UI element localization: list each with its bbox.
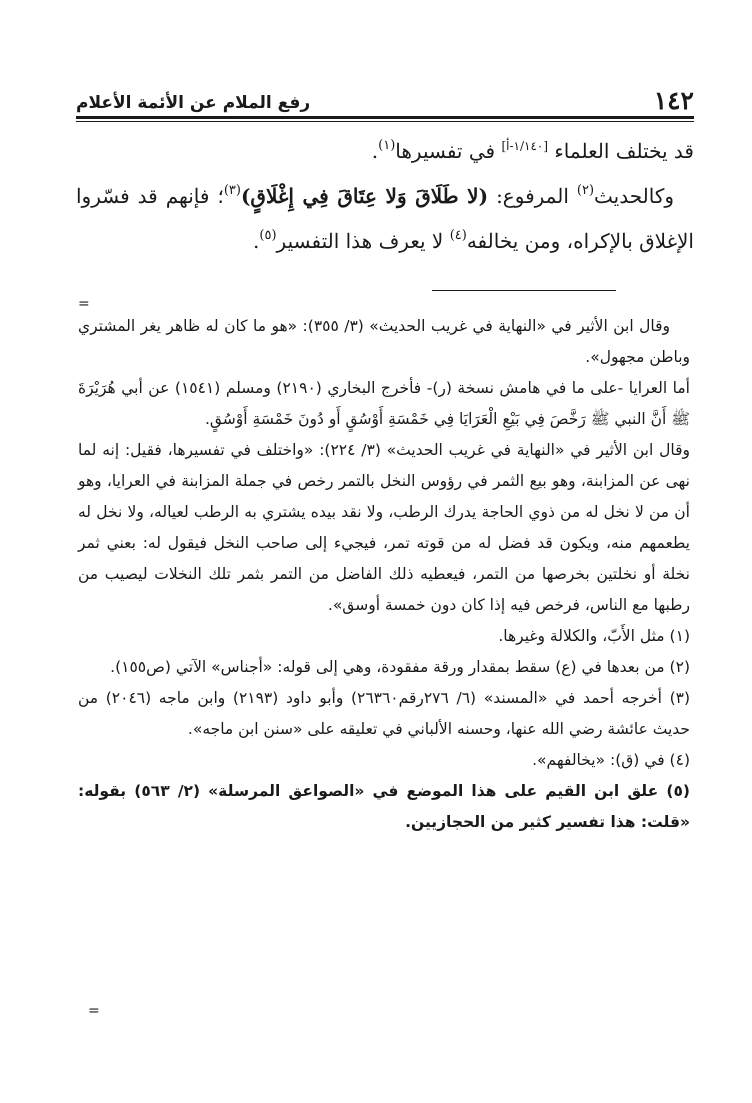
page-header <box>76 78 694 114</box>
footnote-1-number: (١) <box>669 627 690 645</box>
main-p1-text-2: في تفسيرها <box>395 139 502 163</box>
footnote-ref-4: (٤) <box>449 228 467 243</box>
footnote-3-number: (٣) <box>669 689 691 707</box>
main-p2-b: المرفوع: <box>488 184 577 208</box>
footnote-continuation-1: وقال ابن الأثير في «النهاية في غريب الحديث» (٣/ ٣٥٥): «هو ما كان له ظاهر يغر المشتري وباطن مجهول». <box>78 317 690 366</box>
main-p2-c: ؛ فإنهم قد فسّروا الإغلاق بالإكراه، ومن يخالفه <box>76 184 694 253</box>
footnote-ref-5: (٥) <box>259 228 277 243</box>
main-p2-a: وكالحديث <box>594 184 675 208</box>
manuscript-page-ref: [١/١٤٠-أ] <box>501 139 549 153</box>
footnote-continuation-2: أما العرايا -على ما في هامش نسخة (ر)- فأخرج البخاري (٢١٩٠) ومسلم (١٥٤١) عن أبي هُرَيْرَةَ ﷺ أَنَّ النبي ﷺ رَخَّصَ فِي بَيْعِ الْعَرَايَا فِي خَمْسَةِ أَوْسُقٍ أَو دُونَ خَمْسَةِ أَوْسُقٍ. <box>78 379 690 428</box>
page-number: ١٤٢ <box>653 86 694 115</box>
continuation-mark-top: = <box>78 296 90 312</box>
footnote-1-text: مثل الأَبّ، والكلالة وغيرها. <box>498 627 665 645</box>
footnote-5-number: (٥) <box>666 782 690 800</box>
running-title: رفع الملام عن الأئمة الأعلام <box>76 93 311 113</box>
footnote-5 <box>78 776 690 838</box>
main-p1-text: قد يختلف العلماء <box>548 139 694 163</box>
header-rule-thin <box>76 121 694 122</box>
footnote-4-text: في (ق): «يخالفهم». <box>532 751 665 769</box>
footnote-5-text: علق ابن القيم على هذا الموضع في «الصواعق المرسلة» (٢/ ٥٦٣) بقوله: «قلت: هذا تفسير كثير من الحجازيين. <box>78 782 690 831</box>
footnote-2-text: من بعدها في (ع) سقط بمقدار ورقة مفقودة، وهي إلى قوله: «أجناس» الآتي (ص١٥٥). <box>110 658 665 676</box>
footnote-4-number: (٤) <box>669 751 690 769</box>
main-p2-d: لا يعرف هذا التفسير <box>276 229 450 253</box>
main-p2-end: . <box>253 229 260 253</box>
continuation-mark-bottom: = <box>88 1003 100 1019</box>
hadith-quote: (لا طَلَاقَ وَلا عِتَاقَ فِي إِغْلَاقٍ) <box>240 184 489 208</box>
footnote-ref-2: (٢) <box>576 183 595 198</box>
footnote-1 <box>78 621 690 652</box>
footnote-2 <box>78 652 690 683</box>
footnote-3-text: أخرجه أحمد في «المسند» (٦/ ٢٧٦رقم٢٦٣٦٠) وأبو داود (٢١٩٣) وابن ماجه (٢٠٤٦) من حديث عائشة رضي الله عنها، وحسنه الألباني في تعليقه على «سنن ابن ماجه». <box>78 689 690 738</box>
footnote-2-number: (٢) <box>669 658 690 676</box>
main-paragraph-1: قد يختلف العلماء [١/١٤٠-أ] في تفسيرها$^{(١)}$. <box>371 138 694 163</box>
footnotes <box>78 311 690 838</box>
footnote-ref-1: (١) <box>378 138 396 153</box>
main-paragraph-2 <box>76 171 694 261</box>
footnote-continuation-3: وقال ابن الأثير في «النهاية في غريب الحديث» (٣/ ٢٢٤): «واختلف في تفسيرها، فقيل: إنه لما نهى عن المزابنة، وهو بيع الثمر في رؤوس النخل بالتمر رخص في جملة المزابنة في العرايا، وهو أن من لا نخل له من ذوي الحاجة يدرك الرطب، ولا نقد بيده يشتري به الرطب لعياله، ولا نخل له يطعمهم منه، ويكون قد فضل له من قوته تمر، فيجيء إلى صاحب النخل فيقول له: بعني ثمر نخلة أو نخلتين بخرصها من التمر، فيعطيه ذلك الفاضل من التمر بثمر تلك النخلات ليصيب من رطبها مع الناس، فرخص فيه إذا كان دون خمسة أوسق». <box>78 441 690 614</box>
footnote-ref-3: (٣) <box>223 183 241 198</box>
footnote-4 <box>78 745 690 776</box>
footnote-3 <box>78 683 690 745</box>
main-text <box>76 126 694 261</box>
header-rule-thick <box>76 116 694 119</box>
footnote-separator <box>432 290 616 291</box>
